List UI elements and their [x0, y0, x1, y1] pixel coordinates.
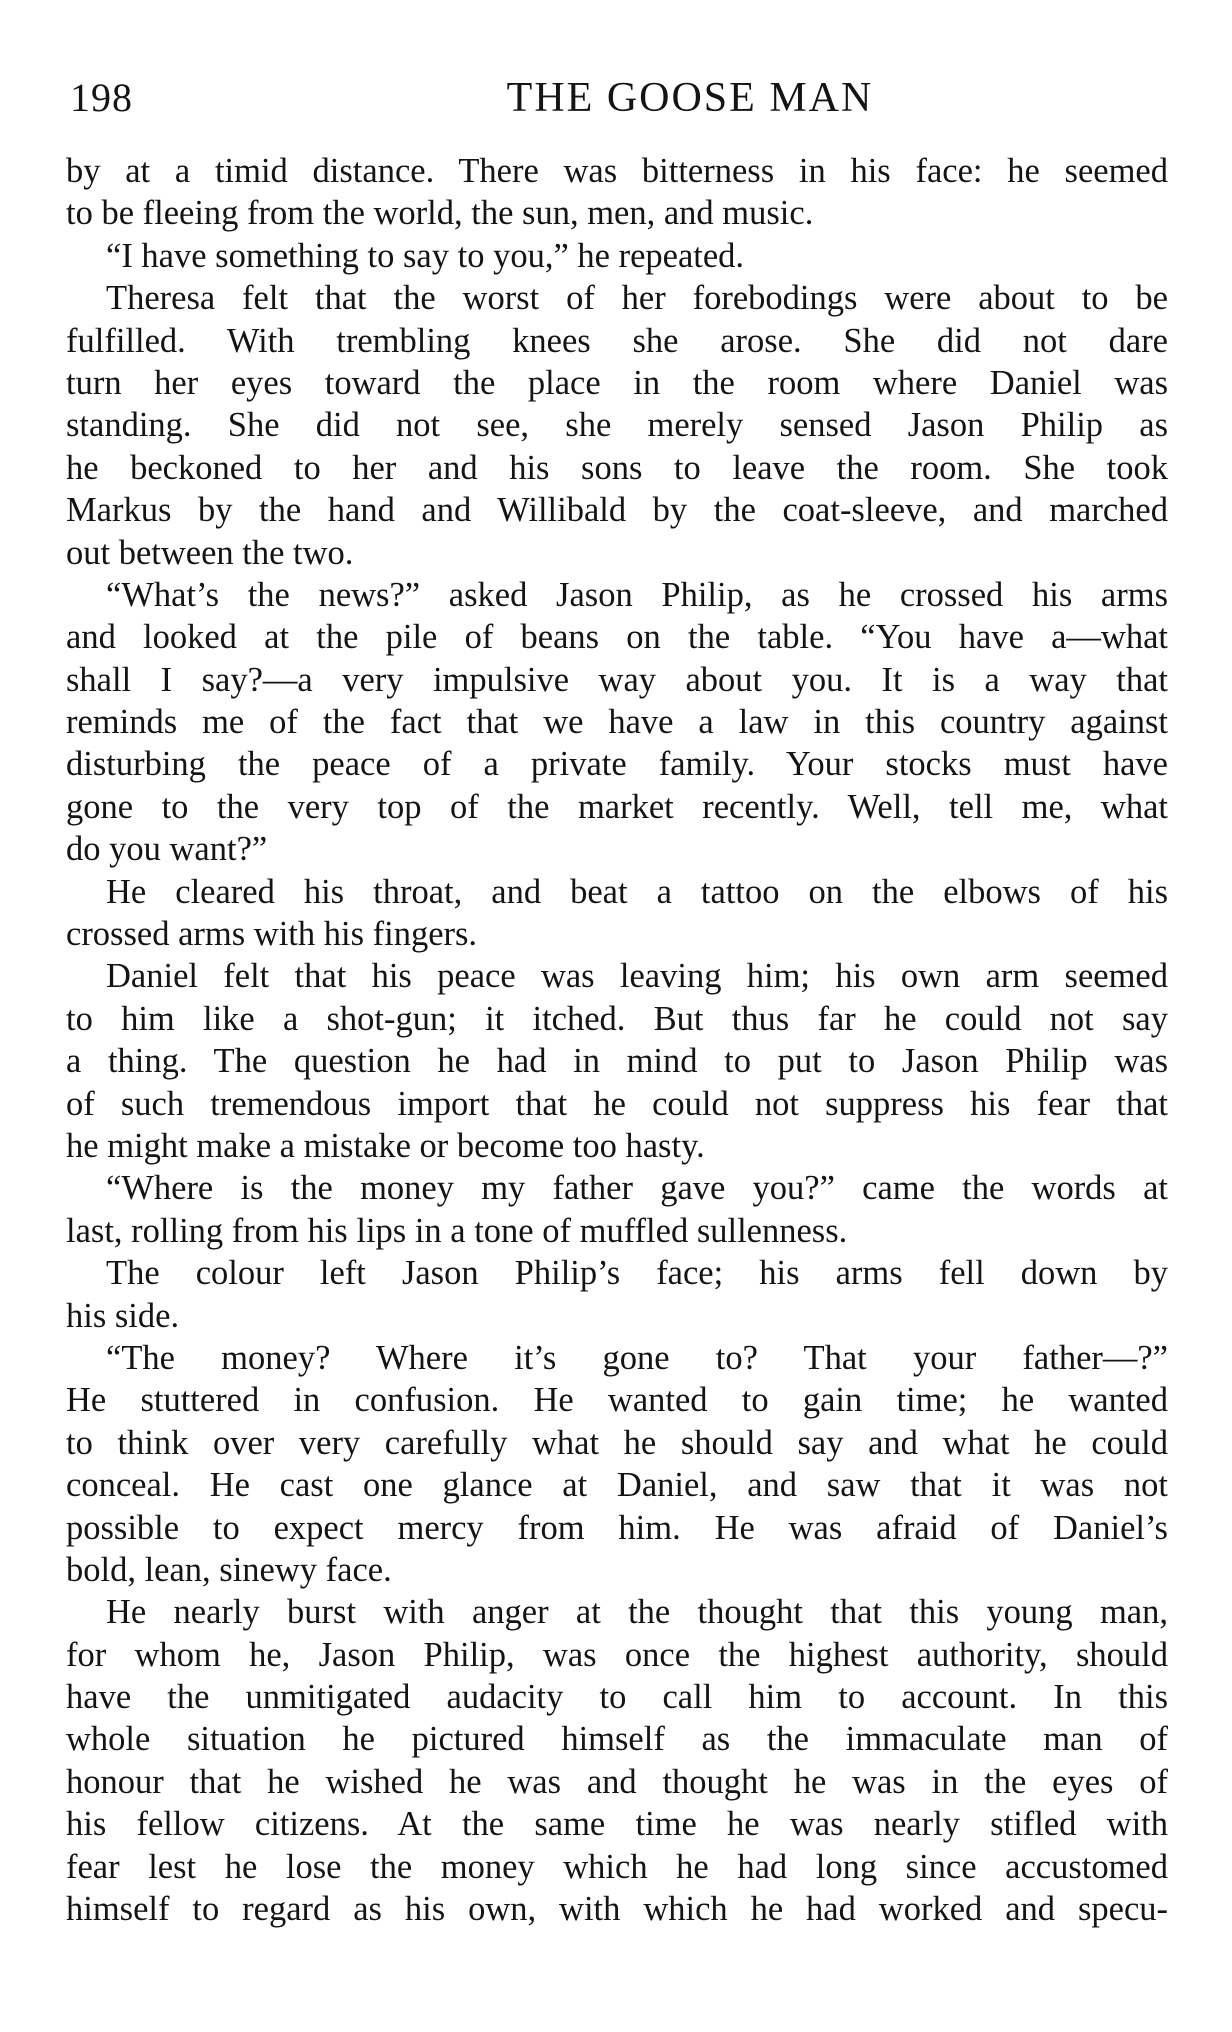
text-line: Daniel felt that his peace was leaving him; his own arm seemed: [106, 957, 1168, 996]
text-line: himself to regard as his own, with which he had worked and specu-: [66, 1890, 1168, 1929]
text-line: for whom he, Jason Philip, was once the highest authority, should: [66, 1635, 1168, 1674]
text-line: reminds me of the fact that we have a law in this country against: [66, 703, 1168, 742]
text-line: last, rolling from his lips in a tone of muffled sullenness.: [66, 1211, 848, 1250]
text-line: have the unmitigated audacity to call him to account. In this: [66, 1678, 1168, 1717]
text-line: fear lest he lose the money which he had long since accustomed: [66, 1847, 1168, 1886]
text-line: “Where is the money my father gave you?” came the words at: [106, 1169, 1168, 1208]
text-line: gone to the very top of the market recently. Well, tell me, what: [66, 787, 1168, 826]
text-line: “The money? Where it’s gone to? That your father—?”: [106, 1338, 1168, 1377]
text-line: crossed arms with his fingers.: [66, 915, 478, 954]
text-line: disturbing the peace of a private family. Your stocks must have: [66, 745, 1168, 784]
text-line: to him like a shot-gun; it itched. But thus far he could not say: [66, 999, 1168, 1038]
text-line: his fellow citizens. At the same time he was nearly stifled with: [66, 1805, 1168, 1844]
text-line: he beckoned to her and his sons to leave the room. She took: [66, 448, 1168, 487]
text-line: Markus by the hand and Willibald by the coat-sleeve, and marched: [66, 491, 1168, 530]
text-line: honour that he wished he was and thought he was in the eyes of: [66, 1762, 1168, 1801]
text-line: “What’s the news?” asked Jason Philip, as he crossed his arms: [106, 575, 1168, 614]
text-line: possible to expect mercy from him. He was afraid of Daniel’s: [66, 1508, 1168, 1547]
text-line: Theresa felt that the worst of her forebodings were about to be: [106, 279, 1168, 318]
running-title: THE GOOSE MAN: [506, 75, 874, 121]
text-line: fulfilled. With trembling knees she arose. She did not dare: [66, 321, 1168, 360]
text-line: turn her eyes toward the place in the room where Daniel was: [66, 363, 1168, 402]
page-number: 198: [70, 75, 133, 120]
text-line: to think over very carefully what he should say and what he could: [66, 1423, 1168, 1462]
text-line: bold, lean, sinewy face.: [66, 1550, 392, 1589]
text-line: He stuttered in confusion. He wanted to gain time; he wanted: [66, 1381, 1168, 1420]
text-line: and looked at the pile of beans on the table. “You have a—what: [66, 618, 1168, 657]
text-line: a thing. The question he had in mind to put to Jason Philip was: [66, 1042, 1168, 1081]
page-header: [70, 70, 1170, 126]
text-line: shall I say?—a very impulsive way about you. It is a way that: [66, 660, 1168, 699]
text-line: The colour left Jason Philip’s face; his arms fell down by: [106, 1254, 1168, 1293]
text-line: his side.: [66, 1296, 180, 1335]
text-line: He nearly burst with anger at the thought that this young man,: [106, 1593, 1168, 1632]
text-line: He cleared his throat, and beat a tattoo on the elbows of his: [106, 872, 1168, 911]
body-text: [66, 150, 1168, 1930]
text-line: do you want?”: [66, 830, 268, 869]
text-line: by at a timid distance. There was bitterness in his face: he seemed: [66, 152, 1168, 190]
text-line: conceal. He cast one glance at Daniel, and saw that it was not: [66, 1466, 1168, 1505]
text-line: out between the two.: [66, 533, 354, 572]
text-line: “I have something to say to you,” he repeated.: [106, 236, 745, 275]
text-line: standing. She did not see, she merely sensed Jason Philip as: [66, 406, 1168, 445]
text-line: of such tremendous import that he could not suppress his fear that: [66, 1084, 1168, 1123]
text-line: to be fleeing from the world, the sun, men, and music.: [66, 194, 814, 233]
text-line: he might make a mistake or become too hasty.: [66, 1126, 705, 1165]
text-line: whole situation he pictured himself as the immaculate man of: [66, 1720, 1168, 1759]
